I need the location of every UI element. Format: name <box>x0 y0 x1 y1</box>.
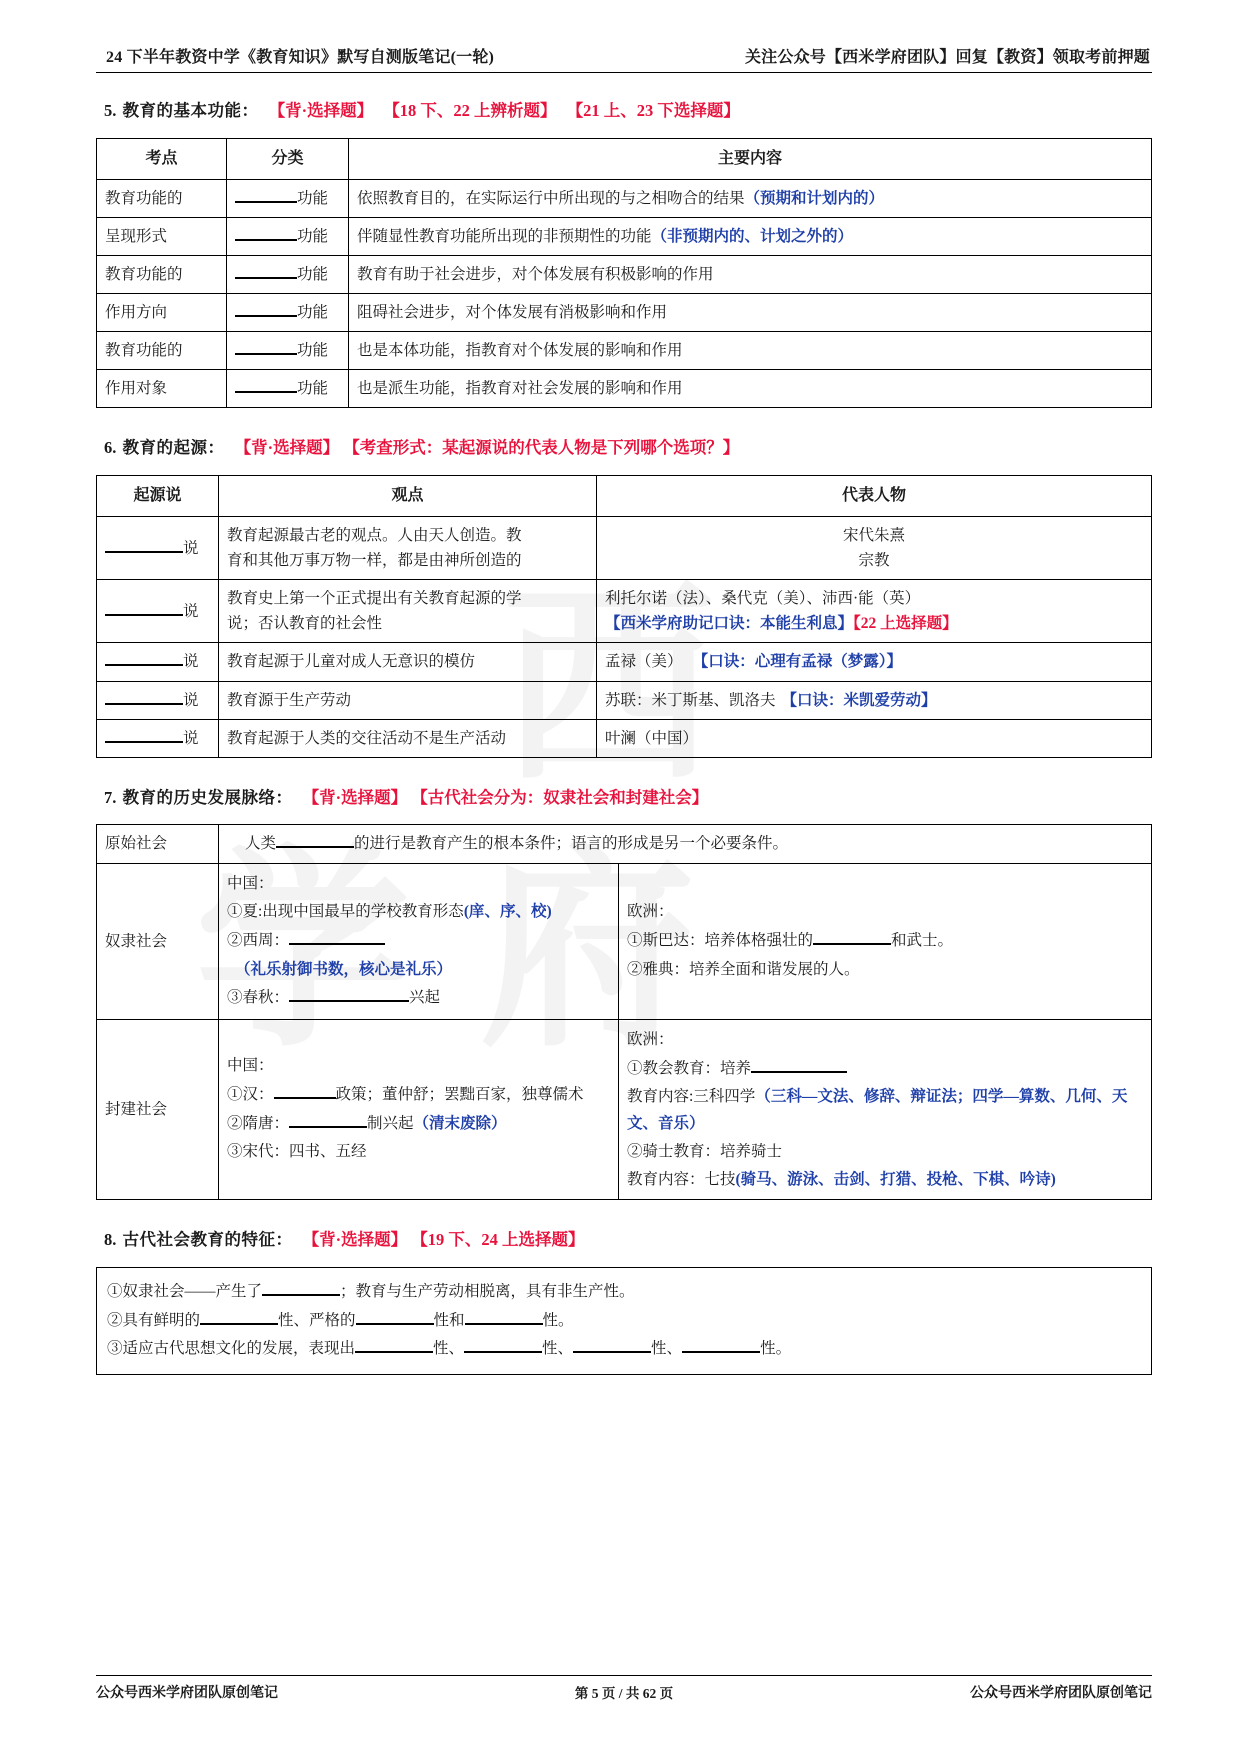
theory-suffix: 说 <box>183 602 199 620</box>
page-footer <box>96 1675 1152 1702</box>
list-item-note-blue: （礼乐射御书数，核心是礼乐） <box>235 960 453 978</box>
list-item: ②雅典：培养全面和谐发展的人。 <box>627 960 860 978</box>
section-8-tag-2: 【19 下、24 上选择题】 <box>411 1230 585 1250</box>
section-8-heading <box>104 1228 1152 1253</box>
class-cell-1a <box>227 179 349 217</box>
feature-tail: 性。 <box>760 1340 792 1358</box>
section-6-title: 教育的起源： <box>122 438 225 458</box>
table-row <box>97 1019 1152 1199</box>
features-cell <box>97 1268 1152 1375</box>
list-item-tail: 和武士。 <box>891 931 954 949</box>
class-suffix: 功能 <box>297 189 329 207</box>
blank-underline[interactable] <box>235 391 297 393</box>
blank-underline[interactable] <box>262 1294 340 1296</box>
blank-underline[interactable] <box>105 614 183 616</box>
point-cell-2a: 教育功能的 <box>97 255 227 293</box>
column-header-daibiaorenwu: 代表人物 <box>597 476 1152 517</box>
blank-underline[interactable] <box>682 1351 760 1353</box>
theory-cell-5 <box>97 719 219 757</box>
feature-mid: 性和 <box>433 1311 465 1329</box>
view-line: 教育史上第一个正式提出有关教育起源的学 <box>227 590 522 608</box>
section-8-number: 8. <box>104 1230 117 1250</box>
region-title-europe: 欧洲： <box>627 1030 674 1048</box>
view-cell-4 <box>219 681 597 719</box>
region-title-china: 中国： <box>227 874 274 892</box>
content-cell-3b <box>349 370 1152 408</box>
blank-underline[interactable] <box>465 1323 543 1325</box>
blank-underline[interactable] <box>289 943 385 945</box>
section-5-tag-2: 【18 下、22 上辨析题】 <box>383 101 557 120</box>
table-row <box>97 516 1152 579</box>
view-line: 教育起源最古老的观点。人由天人创造。教 <box>227 526 522 544</box>
section-7-table <box>96 824 1152 1200</box>
page-current: 第 5 页 <box>574 1686 616 1701</box>
list-item: 教育内容：七技 <box>627 1171 736 1189</box>
section-8-tag-1: 【背·选择题】 <box>302 1230 408 1250</box>
page-total: 共 62 页 <box>625 1686 674 1701</box>
class-cell-3a <box>227 332 349 370</box>
slave-china-cell <box>219 863 619 1019</box>
table-row <box>97 217 1152 255</box>
theory-cell-2 <box>97 580 219 643</box>
section-6-number: 6. <box>104 438 117 458</box>
content-note-blue: （非预期内的、计划之外的） <box>651 227 854 245</box>
theory-suffix: 说 <box>183 729 199 747</box>
feature-tail: ；教育与生产劳动相脱离，具有非生产性。 <box>340 1283 635 1301</box>
feature-prefix: ②具有鲜明的 <box>107 1311 201 1329</box>
person-cell-2 <box>597 580 1152 643</box>
theory-cell-4 <box>97 681 219 719</box>
content-text: 依照教育目的，在实际运行中所出现的与之相吻合的结果 <box>357 189 745 207</box>
page-number <box>575 1682 673 1702</box>
blank-underline[interactable] <box>235 277 297 279</box>
blank-underline[interactable] <box>105 703 183 705</box>
list-item: 教育内容:三科四学 <box>627 1088 756 1106</box>
theory-suffix: 说 <box>183 653 199 671</box>
content-text: 教育有助于社会进步，对个体发展有积极影响的作用 <box>357 265 714 283</box>
view-line: 教育起源于儿童对成人无意识的模仿 <box>227 653 476 671</box>
view-line: 教育起源于人类的交往活动不是生产活动 <box>227 729 507 747</box>
header-left-text: 24 下半年教资中学《教育知识》默写自测版笔记(一轮) <box>106 49 495 66</box>
blank-underline[interactable] <box>289 1000 409 1002</box>
section-7-tag-2: 【古代社会分为：奴隶社会和封建社会】 <box>411 787 709 807</box>
person-cell-3 <box>597 643 1152 681</box>
theory-cell-1 <box>97 516 219 579</box>
era-label-primitive: 原始社会 <box>97 825 219 863</box>
blank-underline[interactable] <box>355 1351 433 1353</box>
list-item-note-blue: (庠、序、校) <box>463 903 552 921</box>
section-5-number: 5. <box>104 101 117 120</box>
class-cell-1b <box>227 217 349 255</box>
content-cell-1b <box>349 217 1152 255</box>
blank-underline[interactable] <box>235 239 297 241</box>
view-line: 教育源于生产劳动 <box>227 691 352 709</box>
table-row <box>97 370 1152 408</box>
feature-mid: 性、严格的 <box>278 1311 356 1329</box>
blank-underline[interactable] <box>573 1351 651 1353</box>
content-cell-2a <box>349 255 1152 293</box>
content-cell-2b <box>349 293 1152 331</box>
view-line: 说；否认教育的社会性 <box>227 615 383 633</box>
content-note-blue: （预期和计划内的） <box>744 189 885 207</box>
point-cell-3b: 作用对象 <box>97 370 227 408</box>
section-5-title: 教育的基本功能： <box>122 101 259 120</box>
section-5-tag-3: 【21 上、23 下选择题】 <box>566 101 740 120</box>
person-line: 孟禄（美） <box>605 653 683 671</box>
person-line: 利托尔诺（法）、桑代克（美）、沛西·能（英） <box>605 590 921 608</box>
list-item: ①斯巴达：培养体格强壮的 <box>627 931 814 949</box>
column-header-fenlei: 分类 <box>227 138 349 179</box>
feature-line-3 <box>107 1335 1141 1364</box>
column-header-qiyuanshuo: 起源说 <box>97 476 219 517</box>
list-item-note-blue: （清末废除） <box>413 1114 507 1132</box>
list-item-mid: 政策；董仲舒；罢黜百家，独尊儒术 <box>335 1085 584 1103</box>
list-item: ③春秋： <box>227 989 290 1007</box>
list-item-mid: 制兴起 <box>367 1114 414 1132</box>
section-6-heading <box>104 436 1152 461</box>
feature-mid: 性、 <box>651 1340 683 1358</box>
era-label-feudal: 封建社会 <box>97 1019 219 1199</box>
blank-underline[interactable] <box>105 551 183 553</box>
person-cell-1 <box>597 516 1152 579</box>
blank-underline[interactable] <box>105 664 183 666</box>
section-7-tag-1: 【背·选择题】 <box>302 787 408 807</box>
class-suffix: 功能 <box>297 303 329 321</box>
section-6-tag-1: 【背·选择题】 <box>234 438 340 458</box>
table-row <box>97 681 1152 719</box>
list-item: ②隋唐： <box>227 1114 290 1132</box>
blank-underline[interactable] <box>356 1323 434 1325</box>
content-text: 也是本体功能，指教育对个体发展的影响和作用 <box>357 342 683 360</box>
person-cell-4 <box>597 681 1152 719</box>
table-row <box>97 255 1152 293</box>
feature-mid: 性、 <box>542 1340 574 1358</box>
table-row <box>97 863 1152 1019</box>
blank-underline[interactable] <box>813 943 891 945</box>
blank-underline[interactable] <box>289 1126 367 1128</box>
table-row <box>97 179 1152 217</box>
content-suffix: 的进行是教育产生的根本条件；语言的形成是另一个必要条件。 <box>354 835 789 853</box>
theory-suffix: 说 <box>183 539 199 557</box>
person-note-blue: 【西米学府助记口诀：本能生利息】 <box>605 615 854 633</box>
feature-prefix: ①奴隶社会——产生了 <box>107 1283 263 1301</box>
list-item-tail: 兴起 <box>409 989 441 1007</box>
table-row <box>97 332 1152 370</box>
class-suffix: 功能 <box>297 265 329 283</box>
blank-underline[interactable] <box>235 353 297 355</box>
person-line: 苏联：米丁斯基、凯洛夫 <box>605 691 776 709</box>
footer-left-text: 公众号西米学府团队原创笔记 <box>96 1686 278 1701</box>
list-item: ①夏:出现中国最早的学校教育形态 <box>227 903 464 921</box>
content-text: 也是派生功能，指教育对社会发展的影响和作用 <box>357 380 683 398</box>
content-text: 阻碍社会进步，对个体发展有消极影响和作用 <box>357 303 668 321</box>
person-note-red: 【22 上选择题】 <box>853 615 958 633</box>
section-8-title: 古代社会教育的特征： <box>122 1230 293 1250</box>
table-row <box>97 293 1152 331</box>
list-item: ①汉： <box>227 1085 274 1103</box>
list-item: ③宋代：四书、五经 <box>227 1143 367 1161</box>
footer-right-text: 公众号西米学府团队原创笔记 <box>969 1686 1152 1701</box>
section-5-table <box>96 138 1152 409</box>
person-line: 宋代朱熹 <box>842 526 905 544</box>
class-suffix: 功能 <box>297 342 329 360</box>
blank-underline[interactable] <box>274 1097 336 1099</box>
view-cell-5 <box>219 719 597 757</box>
blank-underline[interactable] <box>751 1071 847 1073</box>
person-line: 宗教 <box>858 552 890 570</box>
section-5-tag-1: 【背·选择题】 <box>268 101 374 120</box>
point-cell-1a: 教育功能的 <box>97 179 227 217</box>
table-row <box>97 580 1152 643</box>
content-prefix: 人类 <box>245 835 277 853</box>
class-cell-2a <box>227 255 349 293</box>
theory-suffix: 说 <box>183 691 199 709</box>
list-item: ②骑士教育：培养骑士 <box>627 1142 783 1160</box>
section-6-tag-2: 【考查形式：某起源说的代表人物是下列哪个选项？】 <box>343 438 740 458</box>
list-item: ①教会教育：培养 <box>627 1059 752 1077</box>
point-cell-2b: 作用方向 <box>97 293 227 331</box>
class-suffix: 功能 <box>297 227 329 245</box>
person-note-blue: 【口诀：米凯爱劳动】 <box>781 691 937 709</box>
table-header-row <box>97 476 1152 517</box>
region-title-europe: 欧洲： <box>627 903 674 921</box>
section-5-heading <box>104 99 1152 124</box>
content-text: 伴随显性教育功能所出现的非预期性的功能 <box>357 227 652 245</box>
class-suffix: 功能 <box>297 380 329 398</box>
list-item-note-blue: (骑马、游泳、击剑、打猎、投枪、下棋、吟诗) <box>735 1171 1056 1189</box>
list-item: ②西周： <box>227 931 290 949</box>
content-cell-3a <box>349 332 1152 370</box>
section-7-heading <box>104 786 1152 811</box>
blank-underline[interactable] <box>105 741 183 743</box>
table-row <box>97 719 1152 757</box>
blank-underline[interactable] <box>235 315 297 317</box>
table-header-row <box>97 138 1152 179</box>
feature-line-2 <box>107 1307 1141 1336</box>
class-cell-3b <box>227 370 349 408</box>
blank-underline[interactable] <box>276 846 354 848</box>
person-cell-5: 叶澜（中国） <box>597 719 1152 757</box>
section-7-title: 教育的历史发展脉络： <box>122 787 293 807</box>
feudal-europe-cell <box>619 1019 1152 1199</box>
blank-underline[interactable] <box>200 1323 278 1325</box>
era-content-primitive <box>219 825 1152 863</box>
column-header-zhuyaoneirong: 主要内容 <box>349 138 1152 179</box>
view-cell-1 <box>219 516 597 579</box>
feature-line-1 <box>107 1278 1141 1307</box>
content-cell-1a <box>349 179 1152 217</box>
feature-tail: 性。 <box>542 1311 574 1329</box>
view-line: 育和其他万事万物一样，都是由神所创造的 <box>227 552 522 570</box>
person-note-blue: 【口诀：心理有孟禄（梦露）】 <box>700 653 903 671</box>
section-7-number: 7. <box>104 787 117 807</box>
page-header <box>96 44 1152 73</box>
list-item-note-blue: （三科—文法、修辞、辩证法；四学—算数、几何、天文、音乐） <box>627 1088 1128 1133</box>
class-cell-2b <box>227 293 349 331</box>
slave-europe-cell <box>619 863 1152 1019</box>
section-8-table <box>96 1267 1152 1375</box>
column-header-kaodian: 考点 <box>97 138 227 179</box>
point-cell-1b: 呈现形式 <box>97 217 227 255</box>
feudal-china-cell <box>219 1019 619 1199</box>
column-header-guandian: 观点 <box>219 476 597 517</box>
table-row <box>97 825 1152 863</box>
feature-prefix: ③适应古代思想文化的发展，表现出 <box>107 1340 356 1358</box>
region-title-china: 中国： <box>227 1057 274 1075</box>
page-separator: / <box>618 1686 623 1701</box>
view-cell-2 <box>219 580 597 643</box>
header-right-text: 关注公众号【西米学府团队】回复【教资】领取考前押题 <box>744 49 1150 66</box>
blank-underline[interactable] <box>464 1351 542 1353</box>
feature-mid: 性、 <box>433 1340 465 1358</box>
table-row <box>97 1268 1152 1375</box>
table-row <box>97 643 1152 681</box>
section-6-table <box>96 475 1152 758</box>
era-label-slave: 奴隶社会 <box>97 863 219 1019</box>
theory-cell-3 <box>97 643 219 681</box>
view-cell-3 <box>219 643 597 681</box>
point-cell-3a: 教育功能的 <box>97 332 227 370</box>
blank-underline[interactable] <box>235 201 297 203</box>
